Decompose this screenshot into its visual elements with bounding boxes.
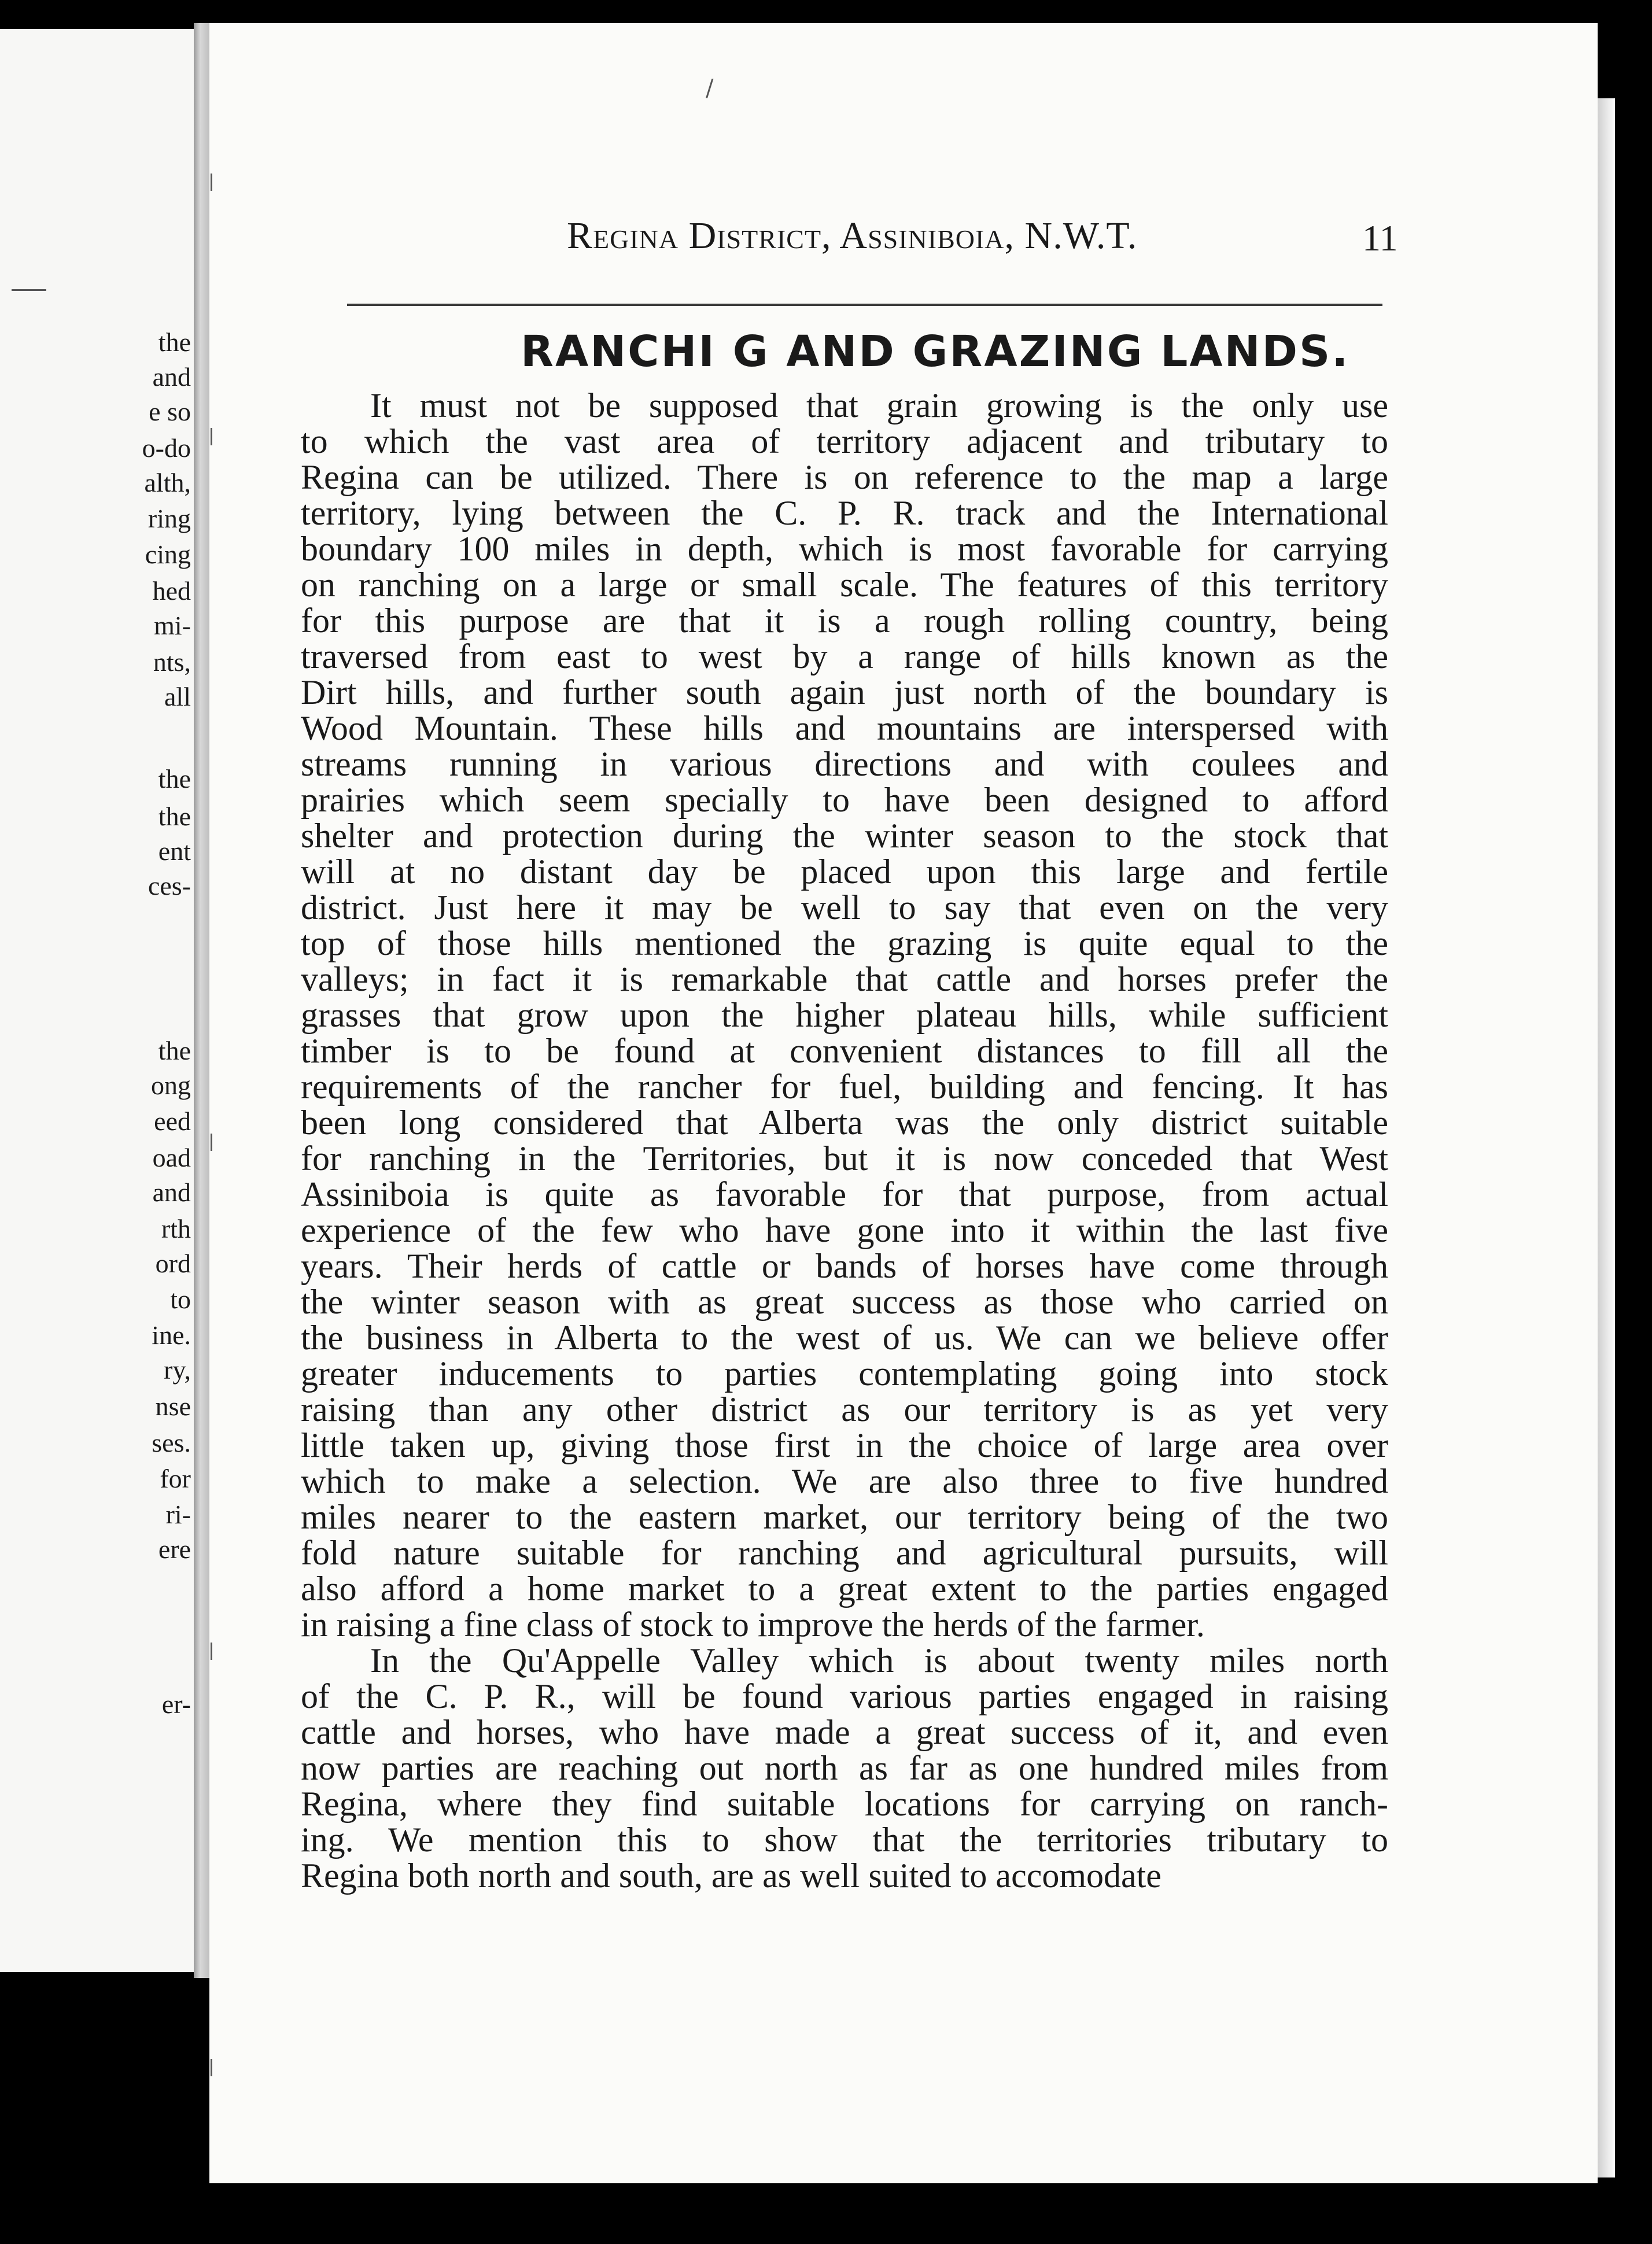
text-line: for ranching in the Territories, but it is now conceded that West	[301, 1139, 1388, 1178]
left-page-fragment: alth,	[144, 468, 191, 497]
left-page-fragment: rth	[161, 1214, 191, 1243]
text-line: top of those hills mentioned the grazing is quite equal to the	[301, 924, 1388, 962]
left-page-rule	[12, 289, 46, 291]
text-line: the winter season with as great success as those who carried on	[301, 1283, 1388, 1321]
page-number: 11	[1362, 217, 1398, 259]
text-line: Dirt hills, and further south again just north of the boundary is	[301, 673, 1388, 711]
left-page-fragment: the	[158, 802, 191, 831]
left-page-fragment: nts,	[153, 647, 191, 677]
binding-thread	[211, 1134, 212, 1151]
text-line: been long considered that Alberta was the only district suitable	[301, 1103, 1388, 1142]
text-line: on ranching on a large or small scale. The features of this territory	[301, 566, 1388, 604]
text-line: fold nature suitable for ranching and agricultural pursuits, will	[301, 1534, 1388, 1572]
left-page-fragment: oad	[152, 1143, 191, 1172]
text-line: now parties are reaching out north as far as one hundred miles from	[301, 1749, 1388, 1787]
text-line: Regina, where they find suitable locations for carrying on ranch-	[301, 1785, 1388, 1823]
left-page-fragment: ces-	[148, 871, 191, 900]
running-header: Regina District, Assiniboia, N.W.T.	[567, 215, 1138, 257]
text-line: streams running in various directions and with coulees and	[301, 745, 1388, 783]
left-page-fragment: all	[164, 682, 191, 711]
left-page	[0, 29, 197, 1972]
left-page-fragment: ring	[148, 504, 191, 533]
text-line: greater inducements to parties contemplating going into stock	[301, 1354, 1388, 1393]
pencil-mark: /	[706, 75, 714, 102]
text-line: It must not be supposed that grain growing is the only use	[370, 386, 1388, 425]
text-line: of the C. P. R., will be found various parties engaged in raising	[301, 1677, 1388, 1715]
left-page-fragment: the	[158, 1036, 191, 1065]
left-page-fragment: the	[158, 327, 191, 357]
page-edge	[1598, 98, 1615, 2177]
left-page-fragment: to	[170, 1285, 191, 1314]
section-heading: RANCHI G AND GRAZING LANDS.	[521, 327, 1350, 377]
left-page-fragment: nse	[155, 1392, 191, 1421]
header-rule	[347, 304, 1382, 306]
left-page-fragment: eed	[154, 1106, 191, 1136]
text-line: Regina both north and south, are as well suited to accomodate	[301, 1857, 1161, 1895]
text-line: valleys; in fact it is remarkable that cattle and horses prefer the	[301, 960, 1388, 998]
text-line: shelter and protection during the winter season to the stock that	[301, 817, 1388, 855]
left-page-fragment: hed	[152, 576, 191, 606]
body-text	[301, 387, 1388, 1894]
text-line: to which the vast area of territory adjacent and tributary to	[301, 422, 1388, 460]
text-line: grasses that grow upon the higher plateau hills, while sufficient	[301, 996, 1388, 1034]
left-page-fragment: e so	[149, 397, 191, 426]
text-line: Assiniboia is quite as favorable for that purpose, from actual	[301, 1175, 1388, 1213]
book-gutter	[194, 23, 210, 1978]
text-line: cattle and horses, who have made a great success of it, and even	[301, 1713, 1388, 1751]
left-page-fragment: for	[160, 1464, 191, 1493]
text-line: years. Their herds of cattle or bands of horses have come through	[301, 1247, 1388, 1285]
left-page-fragment: and	[152, 1178, 191, 1207]
text-line: for this purpose are that it is a rough rolling country, being	[301, 601, 1388, 640]
text-line: miles nearer to the eastern market, our territory being of the two	[301, 1498, 1388, 1536]
left-page-fragment: ere	[158, 1534, 191, 1564]
text-line: Regina can be utilized. There is on reference to the map a large	[301, 458, 1388, 496]
binding-thread	[211, 174, 212, 191]
text-line: Wood Mountain. These hills and mountains are interspersed with	[301, 709, 1388, 747]
text-line: territory, lying between the C. P. R. track and the International	[301, 494, 1388, 532]
left-page-fragment: ri-	[165, 1500, 191, 1529]
text-line: which to make a selection. We are also three to five hundred	[301, 1462, 1388, 1500]
left-page-fragment: er-	[161, 1689, 191, 1719]
text-line: boundary 100 miles in depth, which is most favorable for carrying	[301, 530, 1388, 568]
text-line: timber is to be found at convenient distances to fill all the	[301, 1032, 1388, 1070]
left-page-fragment: mi-	[154, 611, 191, 640]
text-line: in raising a fine class of stock to improve the herds of the farmer.	[301, 1606, 1205, 1644]
left-page-fragment: ry,	[164, 1355, 191, 1385]
left-page-fragment: o-do	[142, 433, 191, 463]
text-line: the business in Alberta to the west of us. We can we believe offer	[301, 1319, 1388, 1357]
left-page-fragment: ses.	[152, 1428, 191, 1457]
left-page-fragment: ong	[151, 1071, 191, 1100]
text-line: raising than any other district as our territory is as yet very	[301, 1390, 1388, 1429]
left-page-fragment: and	[152, 362, 191, 392]
text-line: prairies which seem specially to have been designed to afford	[301, 781, 1388, 819]
text-line: In the Qu'Appelle Valley which is about twenty miles north	[370, 1641, 1388, 1680]
text-line: also afford a home market to a great extent to the parties engaged	[301, 1570, 1388, 1608]
binding-thread	[211, 1643, 212, 1660]
left-page-fragment: ine.	[152, 1320, 191, 1350]
binding-thread	[211, 428, 212, 445]
left-page-fragment: the	[158, 764, 191, 793]
text-line: ing. We mention this to show that the territories tributary to	[301, 1821, 1388, 1859]
text-line: requirements of the rancher for fuel, building and fencing. It has	[301, 1068, 1388, 1106]
text-line: traversed from east to west by a range of hills known as the	[301, 637, 1388, 676]
text-line: district. Just here it may be well to say that even on the very	[301, 888, 1388, 927]
text-line: will at no distant day be placed upon this large and fertile	[301, 852, 1388, 891]
text-line: experience of the few who have gone into it within the last five	[301, 1211, 1388, 1249]
left-page-fragment: cing	[145, 540, 191, 569]
left-page-fragment: ord	[155, 1249, 191, 1278]
text-line: little taken up, giving those first in the choice of large area over	[301, 1426, 1388, 1464]
binding-thread	[211, 2059, 212, 2076]
left-page-fragment: ent	[158, 836, 191, 866]
